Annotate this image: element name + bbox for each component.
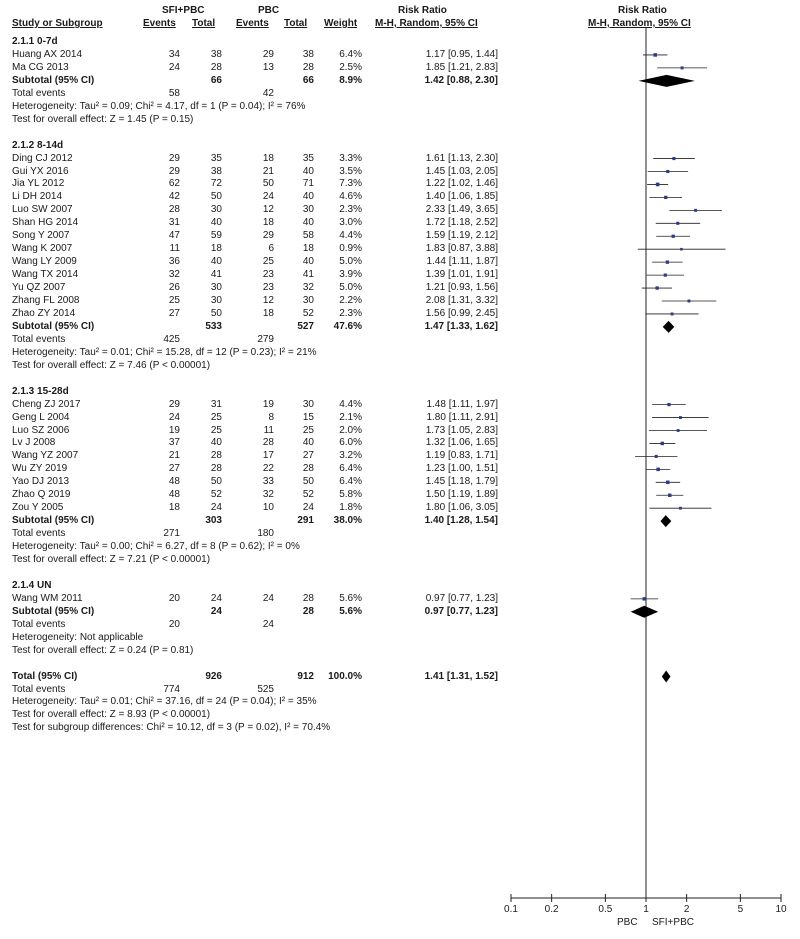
total-ctrl: 38 [302, 48, 314, 60]
study-label: Luo SW 2007 [12, 204, 73, 216]
events-ctrl: 525 [257, 683, 274, 695]
total-exp: 40 [210, 217, 222, 229]
text-label: Test for overall effect: Z = 1.45 (P = 0.15) [12, 113, 194, 125]
weight-value: 3.5% [339, 165, 362, 177]
events-exp: 28 [168, 204, 180, 216]
group-label: 2.1.4 UN [12, 579, 52, 591]
events-exp: 271 [163, 528, 180, 540]
study-marker [679, 416, 682, 419]
events-label: Total events [12, 87, 66, 99]
total-exp: 24 [210, 592, 222, 604]
total-ctrl: 41 [302, 269, 314, 281]
total-ctrl: 35 [302, 152, 314, 164]
total-ctrl: 40 [302, 165, 314, 177]
overall-diamond [662, 671, 671, 683]
risk-ratio-ci: 2.33 [1.49, 3.65] [425, 204, 498, 216]
risk-ratio-ci: 1.83 [0.87, 3.88] [425, 243, 498, 255]
risk-ratio-ci: 1.23 [1.00, 1.51] [425, 463, 498, 475]
total-ctrl: 28 [302, 61, 314, 73]
total-exp: 30 [210, 295, 222, 306]
total-exp: 533 [205, 320, 222, 332]
study-marker [672, 157, 675, 160]
total-exp: 24 [210, 502, 222, 514]
risk-ratio-ci: 1.73 [1.05, 2.83] [425, 424, 498, 436]
events-exp: 24 [168, 61, 180, 73]
weight-value: 5.6% [339, 592, 362, 604]
risk-ratio-ci: 1.40 [1.06, 1.85] [425, 191, 498, 203]
study-marker [653, 53, 657, 57]
risk-ratio-ci: 1.47 [1.33, 1.62] [424, 320, 498, 332]
x-tick-label: 0.2 [544, 904, 559, 915]
header-group-ctrl: PBC [258, 5, 280, 16]
total-exp: 18 [210, 243, 222, 255]
total-exp: 59 [210, 230, 222, 242]
weight-value: 5.0% [339, 256, 362, 268]
x-tick-label: 10 [775, 904, 787, 915]
study-marker [687, 300, 690, 303]
study-marker [656, 468, 660, 472]
study-marker [677, 429, 680, 432]
total-exp: 40 [210, 437, 222, 449]
events-ctrl: 24 [262, 618, 274, 630]
risk-ratio-ci: 1.17 [0.95, 1.44] [425, 48, 498, 60]
events-ctrl: 11 [263, 424, 274, 436]
study-label: Lv J 2008 [12, 437, 56, 449]
total-ctrl: 32 [302, 282, 314, 294]
events-exp: 58 [168, 87, 180, 99]
study-marker [667, 403, 670, 406]
study-marker [661, 442, 664, 445]
events-ctrl: 23 [262, 269, 274, 281]
study-label: Jia YL 2012 [12, 178, 65, 190]
events-ctrl: 13 [262, 61, 274, 73]
risk-ratio-ci: 0.97 [0.77, 1.23] [425, 592, 498, 604]
risk-ratio-ci: 1.19 [0.83, 1.71] [425, 450, 498, 462]
weight-value: 38.0% [333, 515, 362, 527]
axis-label-right: SFI+PBC [652, 917, 694, 928]
events-ctrl: 17 [262, 450, 274, 462]
events-exp: 25 [168, 295, 180, 306]
text-label: Heterogeneity: Tau² = 0.01; Chi² = 37.16, df = 24 (P = 0.04); I² = 35% [12, 696, 317, 708]
risk-ratio-ci: 1.61 [1.13, 2.30] [425, 152, 498, 164]
total-exp: 52 [210, 489, 222, 501]
study-label: Wang K 2007 [12, 243, 73, 255]
weight-value: 4.4% [339, 398, 362, 410]
total-ctrl: 40 [302, 437, 314, 449]
total-exp: 41 [210, 269, 222, 281]
study-marker [694, 209, 697, 212]
study-marker [656, 183, 660, 187]
risk-ratio-ci: 1.72 [1.18, 2.52] [425, 217, 498, 229]
study-label: Wang TX 2014 [12, 269, 79, 281]
events-label: Total events [12, 618, 66, 630]
study-marker [666, 481, 670, 485]
text-label: Heterogeneity: Tau² = 0.09; Chi² = 4.17, df = 1 (P = 0.04); I² = 76% [12, 100, 306, 112]
study-label: Zhao ZY 2014 [12, 307, 76, 319]
total-ctrl: 527 [297, 320, 314, 332]
study-marker [668, 494, 671, 497]
total-exp: 30 [210, 282, 222, 294]
total-ctrl: 71 [302, 178, 314, 190]
subtotal-diamond [631, 606, 658, 618]
header-total-exp: Total [192, 18, 216, 29]
total-exp: 926 [205, 670, 222, 682]
study-marker [643, 597, 646, 600]
weight-value: 6.4% [339, 463, 362, 475]
total-exp: 28 [210, 61, 222, 73]
text-label: Heterogeneity: Tau² = 0.01; Chi² = 15.28, df = 12 (P = 0.23); I² = 21% [12, 346, 317, 358]
events-exp: 24 [168, 411, 180, 423]
study-label: Yao DJ 2013 [12, 476, 70, 488]
subtotal-label: Subtotal (95% CI) [12, 320, 95, 332]
risk-ratio-ci: 1.80 [1.06, 3.05] [425, 502, 498, 514]
events-label: Total events [12, 528, 66, 540]
x-tick-label: 0.5 [598, 904, 613, 915]
events-exp: 32 [168, 269, 180, 281]
header-study-col: Study or Subgroup [12, 18, 103, 29]
total-ctrl: 28 [302, 463, 314, 475]
header-total-ctrl: Total [284, 18, 308, 29]
total-ctrl: 30 [302, 204, 314, 216]
total-exp: 50 [210, 476, 222, 488]
events-exp: 47 [168, 230, 180, 242]
total-ctrl: 40 [302, 191, 314, 203]
events-label: Total events [12, 683, 66, 695]
weight-value: 6.4% [339, 476, 362, 488]
events-exp: 27 [168, 307, 180, 319]
total-exp: 66 [210, 74, 222, 86]
study-marker [664, 274, 667, 277]
total-exp: 24 [210, 605, 222, 617]
subtotal-label: Subtotal (95% CI) [12, 515, 95, 527]
events-exp: 26 [168, 282, 180, 294]
text-label: Heterogeneity: Tau² = 0.00; Chi² = 6.27, df = 8 (P = 0.62); I² = 0% [12, 541, 300, 553]
total-exp: 40 [210, 256, 222, 268]
total-exp: 72 [210, 178, 222, 190]
weight-value: 6.0% [339, 437, 362, 449]
risk-ratio-ci: 1.41 [1.31, 1.52] [424, 670, 498, 682]
subtotal-diamond [639, 75, 695, 87]
weight-value: 5.8% [339, 489, 362, 501]
total-exp: 303 [205, 515, 222, 527]
risk-ratio-ci: 1.22 [1.02, 1.46] [425, 178, 498, 190]
study-label: Luo SZ 2006 [12, 424, 70, 436]
risk-ratio-ci: 1.42 [0.88, 2.30] [424, 74, 498, 86]
study-label: Shan HG 2014 [12, 217, 79, 229]
text-label: Test for subgroup differences: Chi² = 10.12, df = 3 (P = 0.02), I² = 70.4% [12, 722, 331, 734]
events-exp: 774 [163, 683, 180, 695]
events-ctrl: 24 [262, 592, 274, 604]
weight-value: 4.6% [339, 191, 362, 203]
risk-ratio-ci: 2.08 [1.31, 3.32] [425, 295, 498, 306]
x-tick-label: 1 [643, 904, 649, 915]
total-exp: 31 [210, 398, 222, 410]
x-tick-label: 5 [737, 904, 744, 915]
events-ctrl: 28 [262, 437, 274, 449]
header-rr-title: Risk Ratio [398, 5, 447, 16]
weight-value: 2.0% [339, 424, 362, 436]
weight-value: 3.2% [339, 450, 362, 462]
events-ctrl: 29 [262, 48, 274, 60]
subtotal-diamond [660, 515, 671, 527]
risk-ratio-ci: 1.45 [1.03, 2.05] [425, 165, 498, 177]
events-ctrl: 22 [262, 463, 274, 475]
axis-label-left: PBC [617, 917, 638, 928]
study-marker [664, 196, 667, 199]
study-label: Li DH 2014 [12, 191, 63, 203]
risk-ratio-ci: 1.48 [1.11, 1.97] [426, 398, 498, 410]
study-marker [680, 248, 683, 251]
total-exp: 25 [210, 424, 222, 436]
total-exp: 38 [210, 48, 222, 60]
total-ctrl: 24 [302, 502, 314, 514]
study-label: Wu ZY 2019 [12, 463, 68, 475]
risk-ratio-ci: 1.59 [1.19, 2.12] [425, 230, 498, 242]
events-ctrl: 12 [262, 295, 274, 306]
weight-value: 1.8% [339, 502, 362, 514]
events-ctrl: 29 [262, 230, 274, 242]
text-label: Test for overall effect: Z = 8.93 (P < 0.00001) [12, 709, 211, 721]
total-label: Total (95% CI) [12, 670, 78, 682]
study-marker [676, 222, 679, 225]
events-exp: 29 [168, 165, 180, 177]
weight-value: 100.0% [328, 670, 362, 682]
study-marker [666, 260, 669, 263]
risk-ratio-ci: 1.21 [0.93, 1.56] [425, 282, 498, 294]
study-label: Zou Y 2005 [12, 502, 64, 514]
total-ctrl: 30 [302, 398, 314, 410]
weight-value: 2.1% [339, 411, 362, 423]
risk-ratio-ci: 1.85 [1.21, 2.83] [425, 61, 498, 73]
events-ctrl: 21 [262, 165, 274, 177]
weight-value: 3.3% [339, 152, 362, 164]
study-label: Yu QZ 2007 [12, 282, 66, 294]
total-ctrl: 40 [302, 217, 314, 229]
weight-value: 2.2% [339, 295, 362, 306]
x-tick-label: 0.1 [504, 904, 518, 915]
events-ctrl: 8 [268, 411, 274, 423]
total-ctrl: 52 [302, 307, 314, 319]
events-ctrl: 42 [262, 87, 274, 99]
events-ctrl: 18 [262, 217, 274, 229]
total-ctrl: 40 [302, 256, 314, 268]
study-marker [681, 66, 684, 69]
total-ctrl: 15 [302, 411, 314, 423]
events-ctrl: 18 [262, 152, 274, 164]
events-exp: 37 [168, 437, 180, 449]
weight-value: 0.9% [339, 243, 362, 255]
events-ctrl: 18 [262, 307, 274, 319]
total-exp: 25 [210, 411, 222, 423]
total-exp: 30 [210, 204, 222, 216]
weight-value: 2.5% [339, 61, 362, 73]
events-label: Total events [12, 333, 66, 345]
study-label: Ding CJ 2012 [12, 152, 73, 164]
events-ctrl: 12 [262, 204, 274, 216]
study-marker [655, 455, 658, 458]
total-exp: 38 [210, 165, 222, 177]
total-ctrl: 25 [302, 424, 314, 436]
weight-value: 3.0% [339, 217, 362, 229]
study-label: Geng L 2004 [12, 411, 70, 423]
events-exp: 21 [168, 450, 180, 462]
study-label: Ma CG 2013 [12, 61, 69, 73]
events-exp: 29 [168, 152, 180, 164]
group-label: 2.1.3 15-28d [12, 385, 69, 397]
study-marker [666, 170, 669, 173]
total-ctrl: 58 [302, 230, 314, 242]
events-exp: 34 [168, 48, 180, 60]
events-ctrl: 50 [262, 178, 274, 190]
study-label: Wang LY 2009 [12, 256, 77, 268]
subtotal-label: Subtotal (95% CI) [12, 605, 95, 617]
events-ctrl: 10 [262, 502, 274, 514]
total-ctrl: 18 [302, 243, 314, 255]
events-exp: 31 [168, 217, 180, 229]
events-exp: 11 [169, 243, 180, 255]
subtotal-diamond [663, 321, 675, 333]
total-ctrl: 66 [302, 74, 314, 86]
study-label: Wang WM 2011 [12, 592, 83, 604]
risk-ratio-ci: 1.32 [1.06, 1.65] [425, 437, 498, 449]
weight-value: 47.6% [333, 320, 362, 332]
weight-value: 7.3% [339, 178, 362, 190]
risk-ratio-ci: 1.39 [1.01, 1.91] [425, 269, 498, 281]
weight-value: 3.9% [339, 269, 362, 281]
events-exp: 42 [168, 191, 180, 203]
study-marker [679, 507, 682, 510]
header-weight: Weight [324, 18, 358, 29]
x-tick-label: 2 [683, 904, 690, 915]
events-ctrl: 23 [262, 282, 274, 294]
events-exp: 19 [168, 424, 180, 436]
text-label: Test for overall effect: Z = 0.24 (P = 0.81) [12, 644, 194, 656]
risk-ratio-ci: 1.50 [1.19, 1.89] [425, 489, 498, 501]
header-rr-method: M-H, Random, 95% CI [375, 18, 478, 29]
events-exp: 48 [168, 476, 180, 488]
total-ctrl: 52 [302, 489, 314, 501]
total-ctrl: 912 [297, 670, 314, 682]
total-exp: 50 [210, 307, 222, 319]
events-ctrl: 19 [262, 398, 274, 410]
header-plot-method: M-H, Random, 95% CI [588, 18, 691, 29]
study-label: Zhang FL 2008 [12, 295, 80, 306]
events-exp: 20 [168, 592, 180, 604]
events-ctrl: 180 [257, 528, 274, 540]
study-marker [656, 286, 659, 289]
weight-value: 5.6% [339, 605, 362, 617]
total-exp: 50 [210, 191, 222, 203]
total-exp: 28 [210, 463, 222, 475]
study-label: Huang AX 2014 [12, 48, 83, 60]
subtotal-label: Subtotal (95% CI) [12, 74, 95, 86]
risk-ratio-ci: 0.97 [0.77, 1.23] [424, 605, 498, 617]
weight-value: 5.0% [339, 282, 362, 294]
events-ctrl: 6 [268, 243, 274, 255]
header-group-exp: SFI+PBC [162, 5, 205, 16]
risk-ratio-ci: 1.45 [1.18, 1.79] [425, 476, 498, 488]
events-ctrl: 24 [262, 191, 274, 203]
total-ctrl: 291 [297, 515, 314, 527]
total-ctrl: 28 [302, 605, 314, 617]
events-exp: 18 [168, 502, 180, 514]
events-exp: 27 [168, 463, 180, 475]
total-ctrl: 28 [302, 592, 314, 604]
header-events-exp: Events [143, 18, 176, 29]
weight-value: 8.9% [339, 74, 362, 86]
risk-ratio-ci: 1.56 [0.99, 2.45] [425, 307, 498, 319]
study-label: Wang YZ 2007 [12, 450, 79, 462]
weight-value: 2.3% [339, 307, 362, 319]
risk-ratio-ci: 1.44 [1.11, 1.87] [426, 256, 498, 268]
study-marker [671, 312, 674, 315]
events-exp: 29 [168, 398, 180, 410]
events-exp: 36 [168, 256, 180, 268]
study-label: Song Y 2007 [12, 230, 70, 242]
total-exp: 35 [210, 152, 222, 164]
text-label: Heterogeneity: Not applicable [12, 631, 144, 643]
risk-ratio-ci: 1.80 [1.11, 2.91] [426, 411, 498, 423]
study-label: Cheng ZJ 2017 [12, 398, 81, 410]
total-ctrl: 50 [302, 476, 314, 488]
total-ctrl: 30 [302, 295, 314, 306]
weight-value: 6.4% [339, 48, 362, 60]
header-events-ctrl: Events [236, 18, 269, 29]
risk-ratio-ci: 1.40 [1.28, 1.54] [424, 515, 498, 527]
events-ctrl: 279 [257, 333, 274, 345]
events-exp: 62 [168, 178, 180, 190]
study-marker [672, 235, 675, 238]
events-exp: 425 [163, 333, 180, 345]
total-ctrl: 27 [302, 450, 314, 462]
events-exp: 20 [168, 618, 180, 630]
weight-value: 2.3% [339, 204, 362, 216]
study-label: Gui YX 2016 [12, 165, 69, 177]
study-label: Zhao Q 2019 [12, 489, 71, 501]
events-ctrl: 25 [262, 256, 274, 268]
events-ctrl: 32 [262, 489, 274, 501]
text-label: Test for overall effect: Z = 7.21 (P < 0.00001) [12, 554, 211, 565]
group-label: 2.1.1 0-7d [12, 36, 58, 47]
group-label: 2.1.2 8-14d [12, 139, 64, 151]
total-exp: 28 [210, 450, 222, 462]
weight-value: 4.4% [339, 230, 362, 242]
events-exp: 48 [168, 489, 180, 501]
text-label: Test for overall effect: Z = 7.46 (P < 0.00001) [12, 359, 211, 371]
events-ctrl: 33 [262, 476, 274, 488]
header-plot-title: Risk Ratio [618, 5, 667, 16]
